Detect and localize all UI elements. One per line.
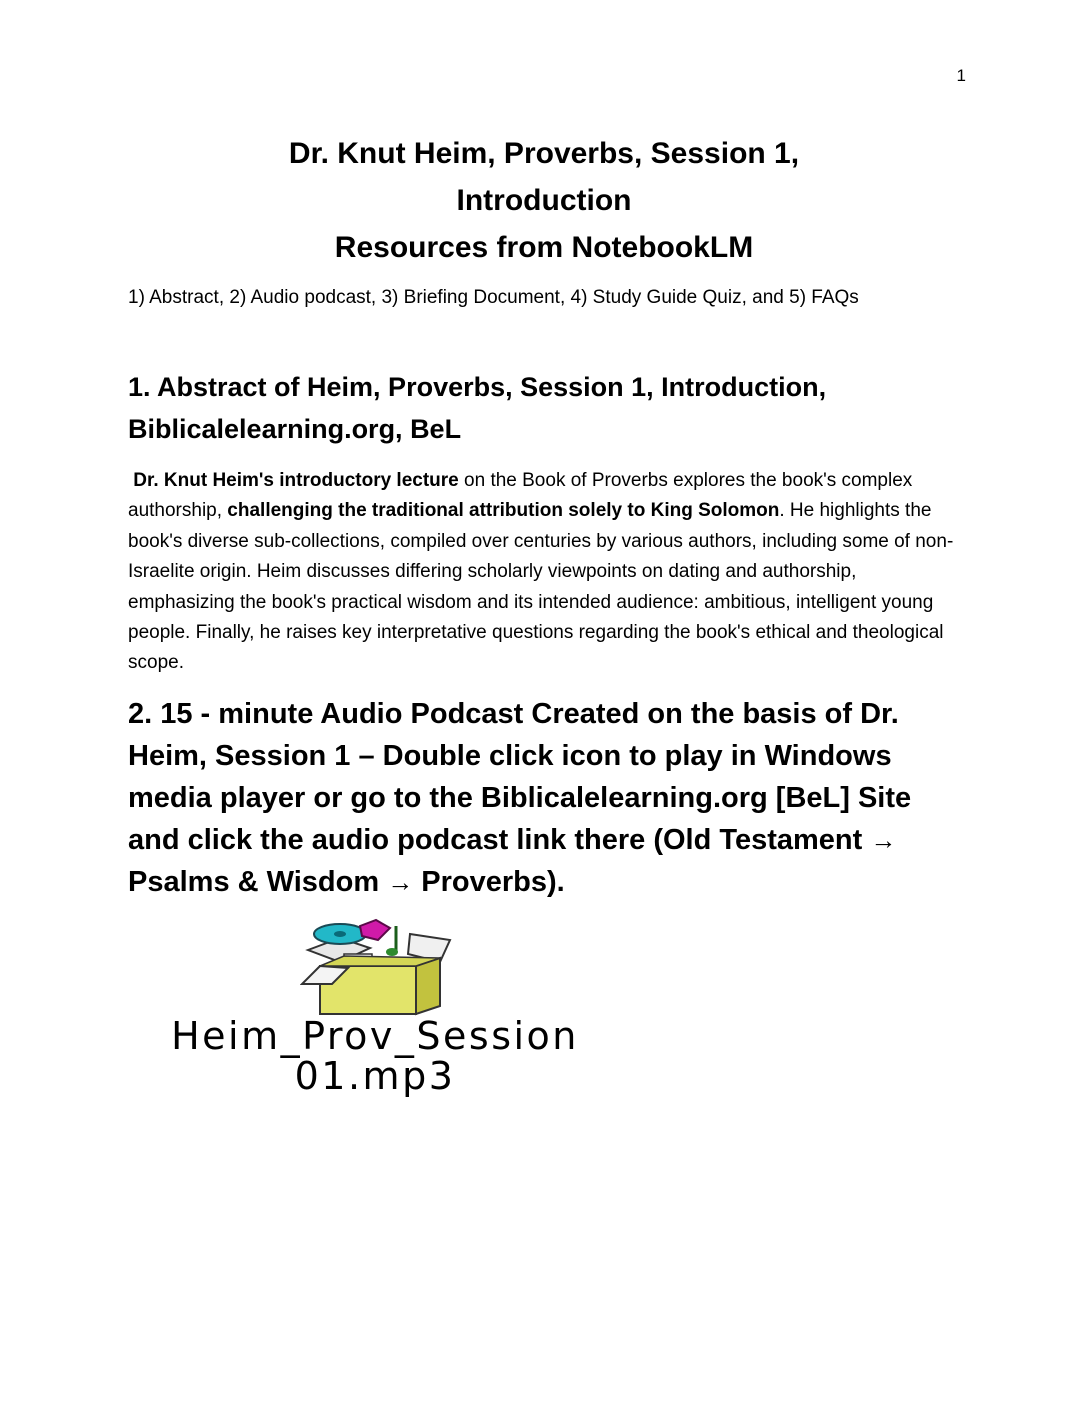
contents-list: 1) Abstract, 2) Audio podcast, 3) Briefing Document, 4) Study Guide Quiz, and 5) FAQs — [128, 287, 859, 308]
page-number: 1 — [956, 66, 966, 85]
section-1-heading — [128, 366, 958, 450]
file-caption-line-1: Heim_Prov_Session — [171, 1014, 579, 1058]
document-title — [0, 130, 1088, 271]
abstract-text-b: . He highlights the book's diverse sub-collections, compiled over centuries by various authors, including some of non-Israelite origin. Heim discusses differing scholarly viewpoints on dating and authorship, emphasizing the book's practical wisdom and its intended audience: ambitious, intelligent young people. Finally, he raises key interpretative questions regarding the book's ethical and theological scope. — [128, 500, 954, 674]
title-line-3: Resources from NotebookLM — [334, 231, 754, 264]
section-2-heading-part-2: Psalms & Wisdom — [128, 866, 388, 898]
section-1-heading-line-1: 1. Abstract of Heim, Proverbs, Session 1, Introduction, — [128, 372, 827, 402]
title-line-2: Introduction — [456, 184, 632, 217]
abstract-paragraph — [128, 466, 958, 679]
media-file-caption[interactable] — [120, 1016, 630, 1096]
title-line-1: Dr. Knut Heim, Proverbs, Session 1, — [288, 137, 800, 170]
file-caption-line-2: 01.mp3 — [294, 1054, 456, 1098]
arrow-right-icon: → — [870, 825, 897, 855]
media-package-icon[interactable] — [300, 918, 460, 1018]
arrow-right-icon: → — [387, 867, 414, 897]
section-2-heading-part-3: Proverbs). — [413, 866, 565, 898]
abstract-text-a: on the Book of Proverbs explores the book's complex authorship, — [128, 470, 913, 522]
section-1-heading-line-2: Biblicalelearning.org, BeL — [128, 414, 462, 444]
abstract-bold-mid: challenging the traditional attribution solely to King Solomon — [227, 500, 780, 522]
section-2-heading — [128, 693, 958, 903]
section-2-heading-part-1: 2. 15 - minute Audio Podcast Created on the basis of Dr. Heim, Session 1 – Double click icon to play in Windows media player or go to the Biblicalelearning.org [BeL] Site and click the audio podcast link there (Old Testament — [128, 698, 912, 856]
abstract-bold-lead: Dr. Knut Heim's introductory lecture — [133, 470, 459, 491]
